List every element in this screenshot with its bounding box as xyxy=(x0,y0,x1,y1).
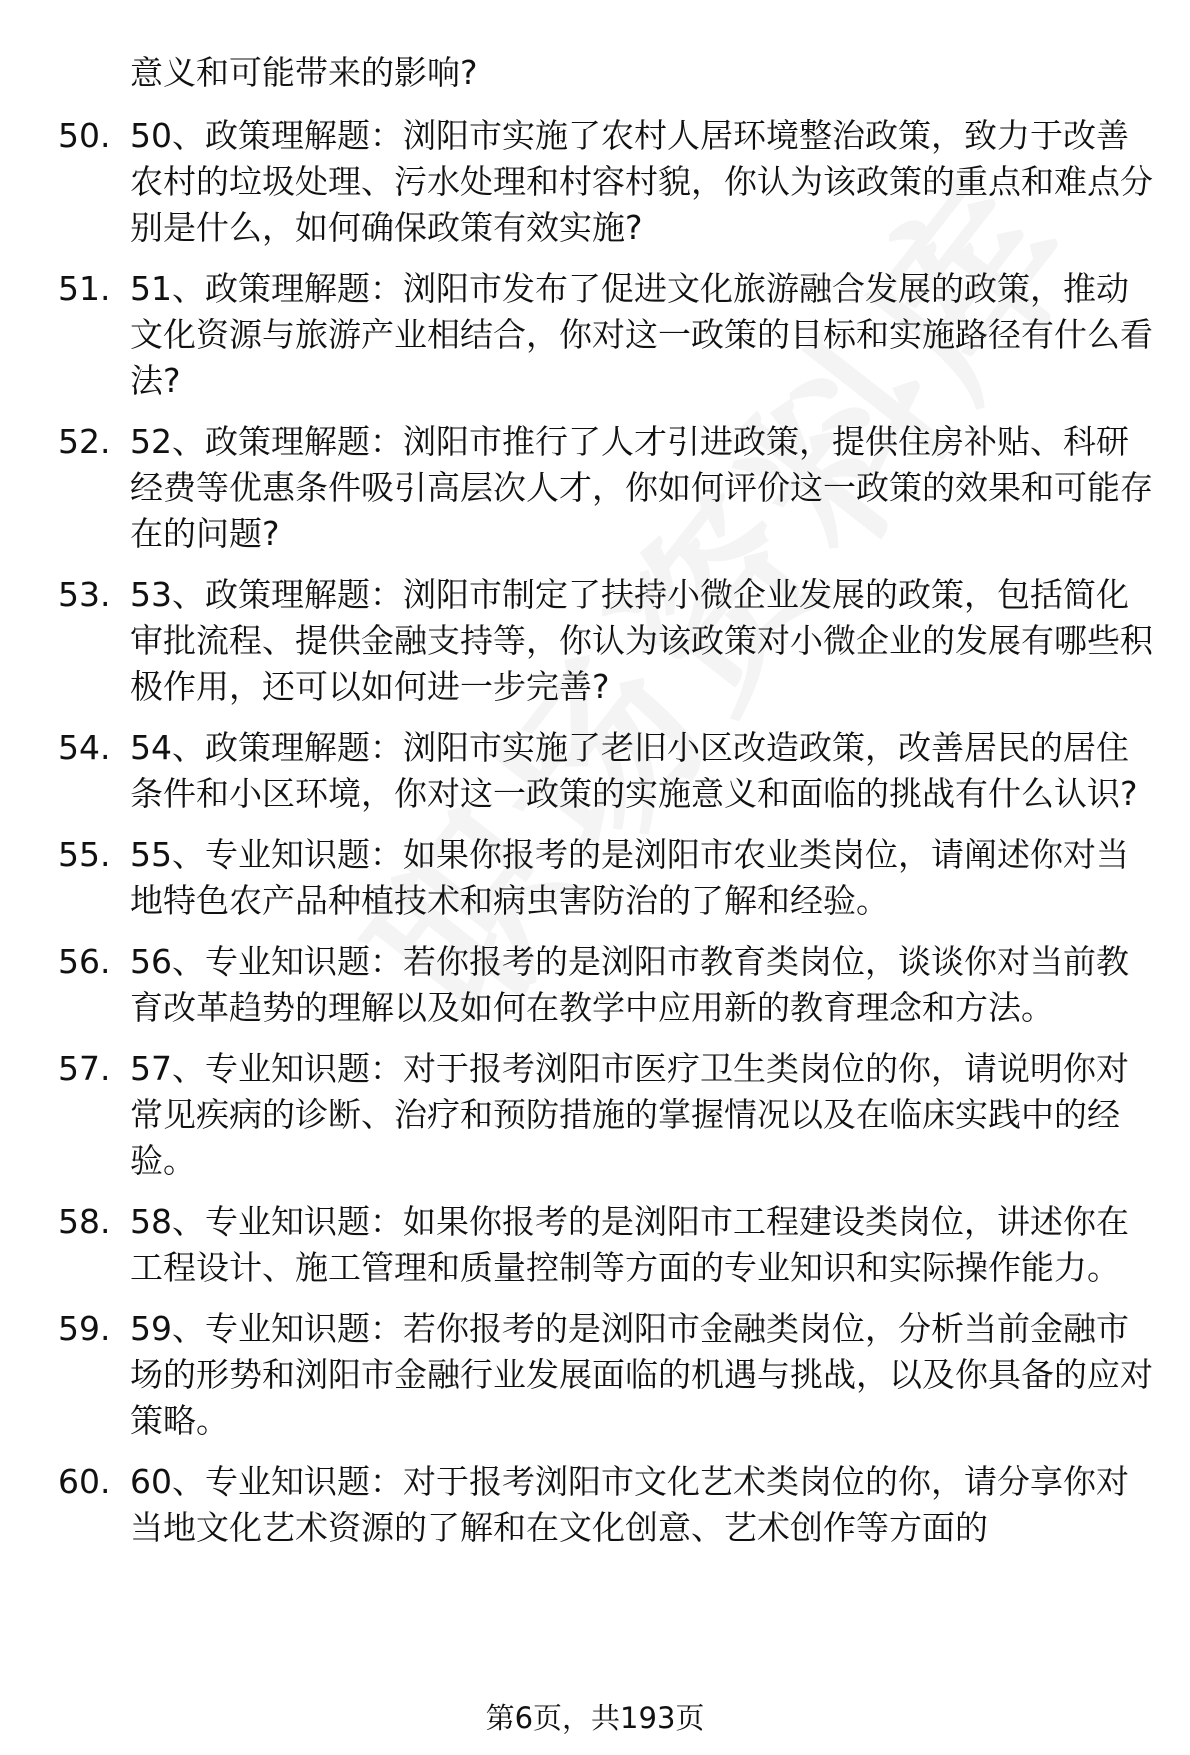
question-number: 58. xyxy=(58,1202,111,1241)
question-text: 59、专业知识题：若你报考的是浏阳市金融类岗位，分析当前金融市场的形势和浏阳市金融行业发展面临的机遇与挑战，以及你具备的应对策略。 xyxy=(130,1309,1153,1440)
question-item xyxy=(0,725,1190,817)
question-number: 52. xyxy=(58,422,111,461)
question-text: 54、政策理解题：浏阳市实施了老旧小区改造政策，改善居民的居住条件和小区环境，你对这一政策的实施意义和面临的挑战有什么认识? xyxy=(130,728,1138,813)
question-item xyxy=(0,832,1190,924)
question-number: 56. xyxy=(58,942,111,981)
question-number: 53. xyxy=(58,575,111,614)
question-text: 50、政策理解题：浏阳市实施了农村人居环境整治政策，致力于改善农村的垃圾处理、污水处理和村容村貌，你认为该政策的重点和难点分别是什么，如何确保政策有效实施? xyxy=(130,116,1153,247)
question-item xyxy=(0,1306,1190,1444)
question-text: 52、政策理解题：浏阳市推行了人才引进政策，提供住房补贴、科研经费等优惠条件吸引高层次人才，你如何评价这一政策的效果和可能存在的问题? xyxy=(130,422,1153,553)
question-item xyxy=(0,939,1190,1031)
question-text: 57、专业知识题：对于报考浏阳市医疗卫生类岗位的你，请说明你对常见疾病的诊断、治疗和预防措施的掌握情况以及在临床实践中的经验。 xyxy=(130,1049,1129,1180)
question-text: 53、政策理解题：浏阳市制定了扶持小微企业发展的政策，包括简化审批流程、提供金融支持等，你认为该政策对小微企业的发展有哪些积极作用，还可以如何进一步完善? xyxy=(130,575,1153,706)
question-item xyxy=(0,1046,1190,1184)
question-item xyxy=(0,1459,1190,1551)
question-text: 55、专业知识题：如果你报考的是浏阳市农业类岗位，请阐述你对当地特色农产品种植技术和病虫害防治的了解和经验。 xyxy=(130,835,1129,920)
question-number: 50. xyxy=(58,116,111,155)
question-number: 60. xyxy=(58,1462,111,1501)
question-number: 54. xyxy=(58,728,111,767)
question-text: 56、专业知识题：若你报考的是浏阳市教育类岗位，谈谈你对当前教育改革趋势的理解以及如何在教学中应用新的教育理念和方法。 xyxy=(130,942,1129,1027)
question-number: 51. xyxy=(58,269,111,308)
question-number: 59. xyxy=(58,1309,111,1348)
question-text: 51、政策理解题：浏阳市发布了促进文化旅游融合发展的政策，推动文化资源与旅游产业相结合，你对这一政策的目标和实施路径有什么看法? xyxy=(130,269,1153,400)
question-number: 57. xyxy=(58,1049,111,1088)
question-text: 60、专业知识题：对于报考浏阳市文化艺术类岗位的你，请分享你对当地文化艺术资源的了解和在文化创意、艺术创作等方面的 xyxy=(130,1462,1129,1547)
question-item xyxy=(0,266,1190,404)
question-item xyxy=(0,1199,1190,1291)
page-footer: 第6页，共193页 xyxy=(485,1701,705,1735)
question-list xyxy=(0,113,1190,1566)
question-item xyxy=(0,113,1190,251)
question-item xyxy=(0,419,1190,557)
question-text: 58、专业知识题：如果你报考的是浏阳市工程建设类岗位，讲述你在工程设计、施工管理和质量控制等方面的专业知识和实际操作能力。 xyxy=(130,1202,1129,1287)
question-number: 55. xyxy=(58,835,111,874)
question-item xyxy=(0,572,1190,710)
continuation-text: 意义和可能带来的影响? xyxy=(130,53,478,92)
